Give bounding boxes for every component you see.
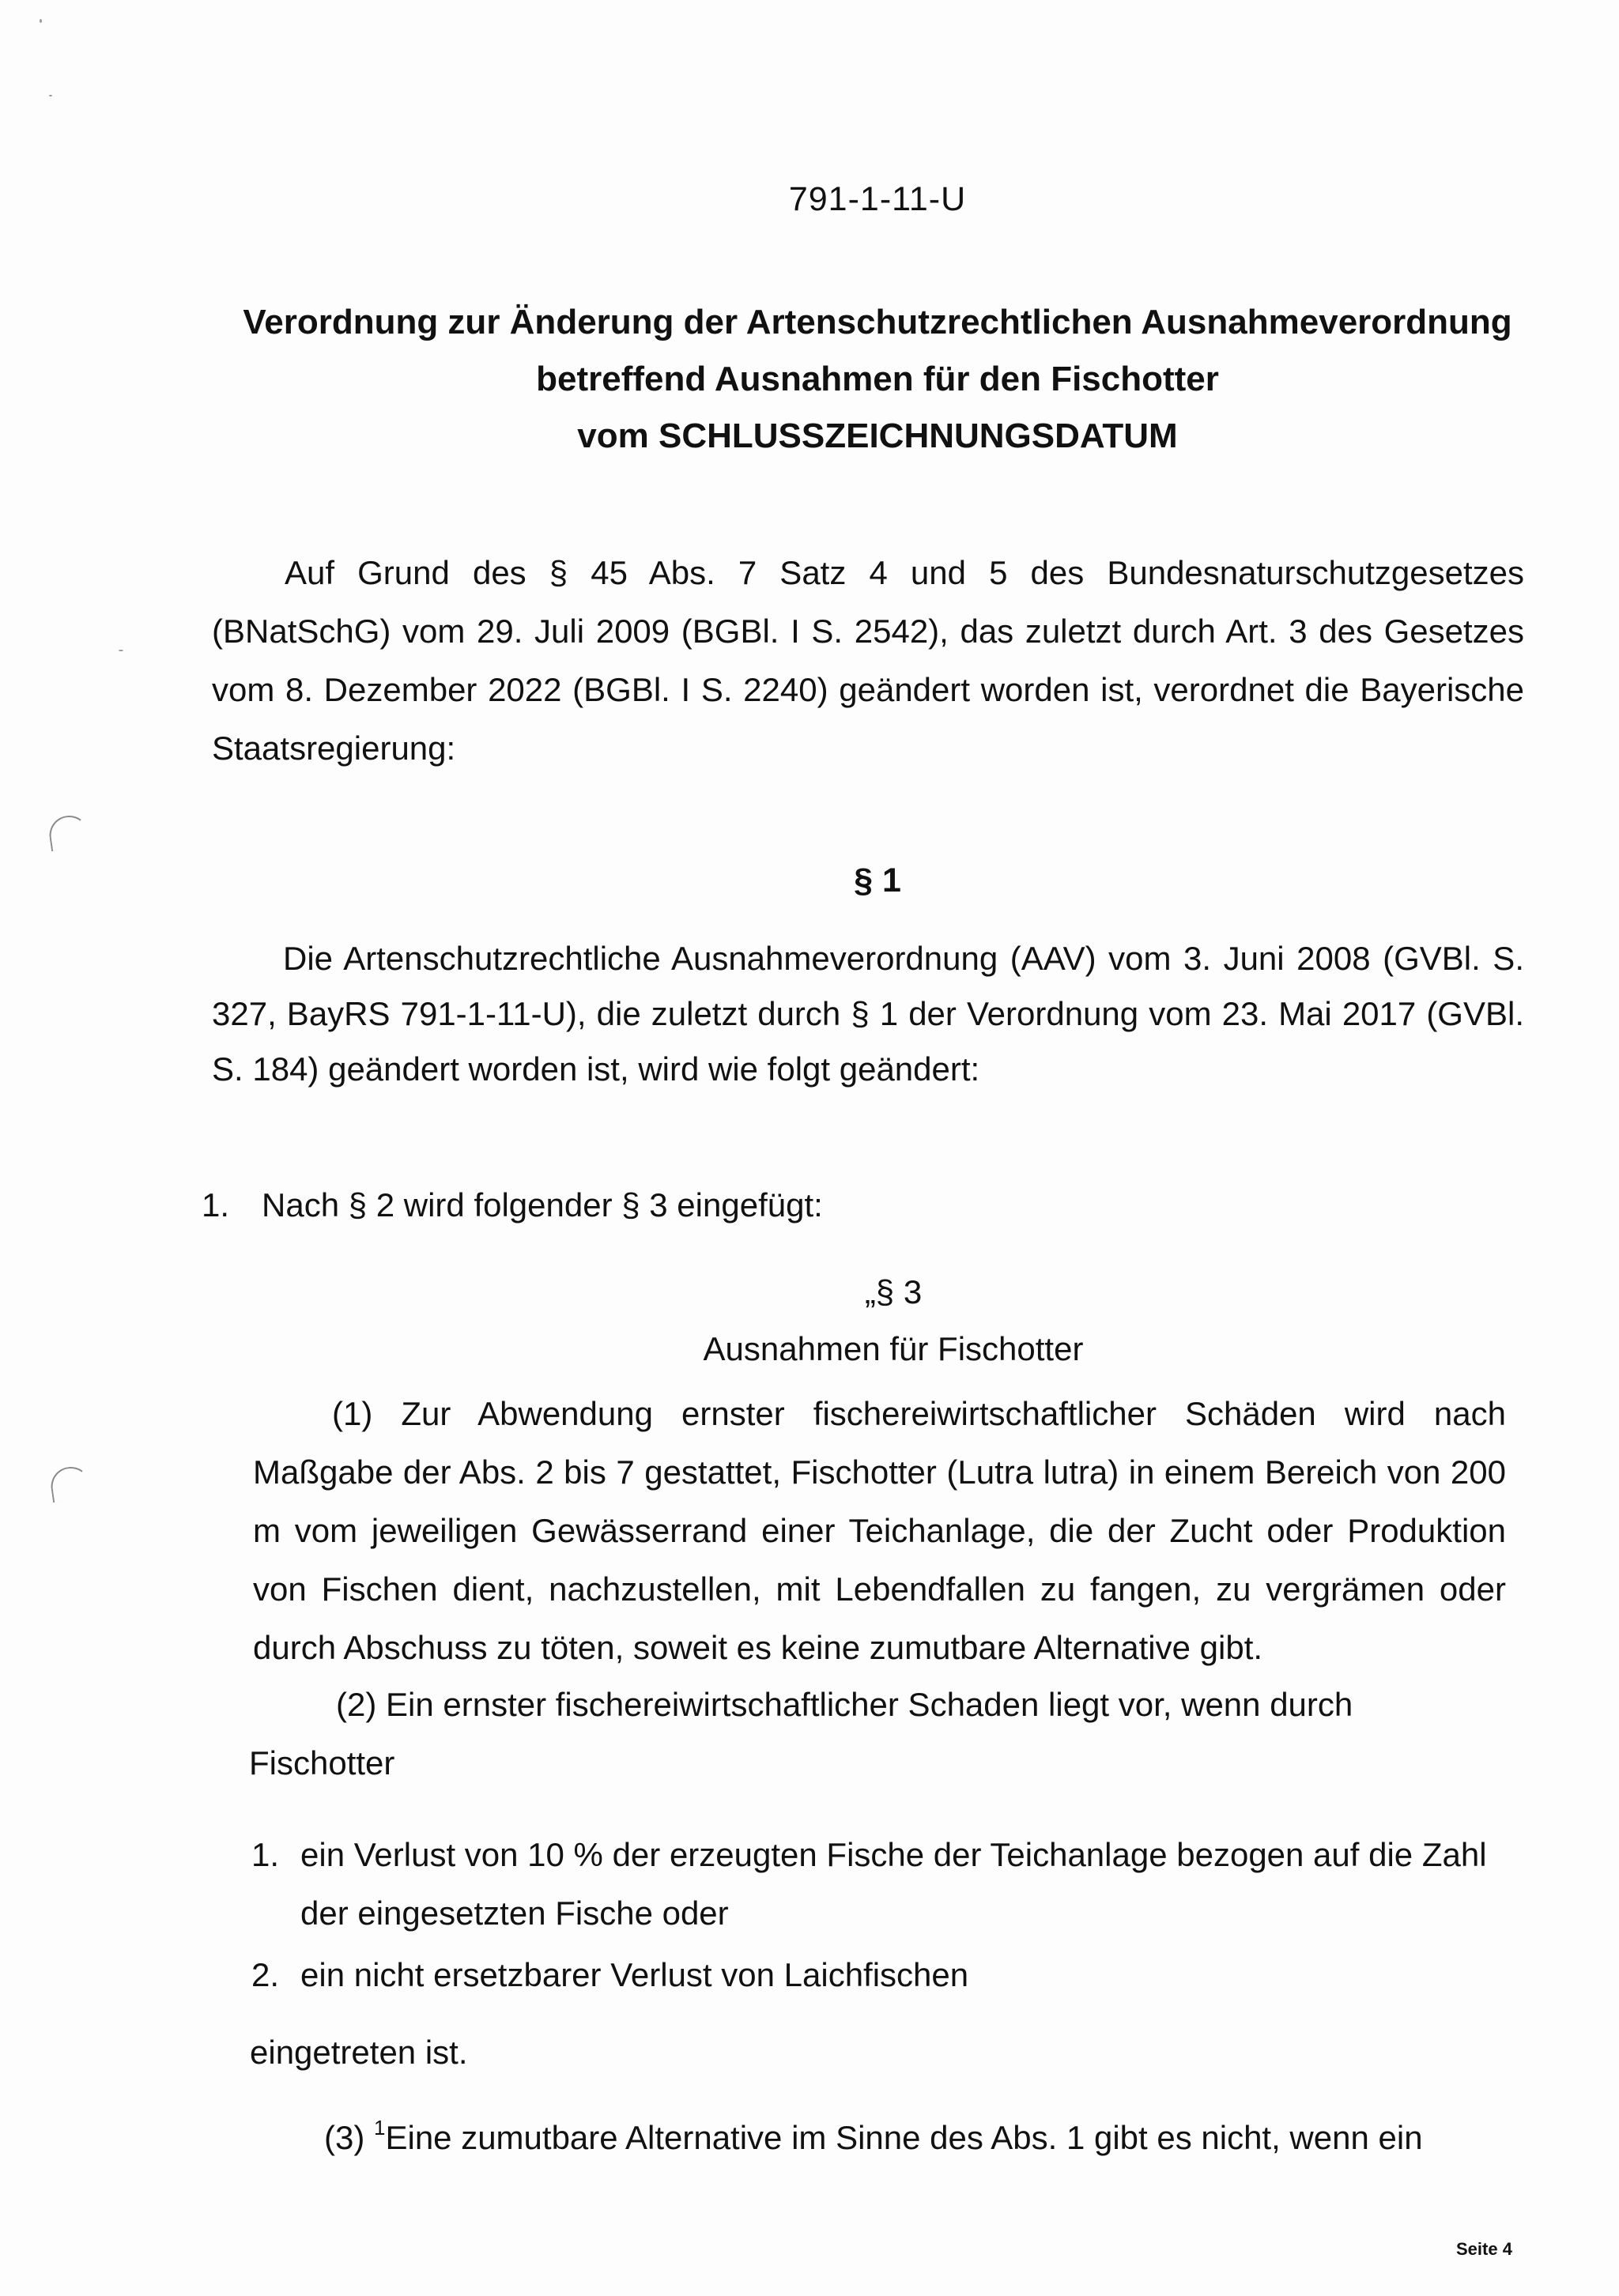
paragraph-1: (1) Zur Abwendung ernster fischereiwirtschaftlicher Schäden wird nach Maßgabe der Abs. 2 bis 7 gestattet, Fischotter (Lutra lutra) in einem Bereich von 200 m vom jeweiligen Gewässerrand einer Teichanlage, die der Zucht oder Produktion von Fischen dient, nachzustellen, mit Lebendfallen zu fangen, zu vergrämen oder durch Abschuss zu töten, soweit es keine zumutbare Alternative gibt.	[253, 1395, 1506, 1666]
paragraph-3-text: Eine zumutbare Alternative im Sinne des Abs. 1 gibt es nicht, wenn ein	[385, 2119, 1423, 2156]
page-number: Seite 4	[1456, 2239, 1512, 2259]
list-item-number: 1.	[251, 1836, 280, 1873]
punch-hole-mark	[48, 1465, 92, 1503]
punch-hole-mark	[47, 813, 90, 852]
list-item-text: ein Verlust von 10 % der erzeugten Fische der Teichanlage bezogen auf die Zahl der eingesetzten Fische oder	[300, 1836, 1487, 1932]
document-reference: 791-1-11-U	[788, 180, 967, 218]
paragraph-2-tail: eingetreten ist.	[250, 2034, 468, 2071]
paragraph-2: (2) Ein ernster fischereiwirtschaftlicher Schaden liegt vor, wenn durch Fischotter	[249, 1686, 1353, 1781]
sentence-number: 1	[374, 2116, 386, 2140]
list-item-text: ein nicht ersetzbarer Verlust von Laichfischen	[300, 1956, 969, 1993]
inserted-section-title: Ausnahmen für Fischotter	[703, 1330, 1084, 1367]
paragraph-3-prefix: (3)	[324, 2119, 374, 2156]
document-title	[0, 294, 1619, 465]
title-line: betreffend Ausnahmen für den Fischotter	[536, 360, 1219, 398]
change-item-number: 1.	[202, 1186, 230, 1223]
change-item	[202, 1176, 823, 1235]
preamble-paragraph: Auf Grund des § 45 Abs. 7 Satz 4 und 5 des Bundesnaturschutzgesetzes (BNatSchG) vom 29. Juli 2009 (BGBl. I S. 2542), das zuletzt durch Art. 3 des Gesetzes vom 8. Dezember 2022 (BGBl. I S. 2240) geändert worden ist, verordnet die Bayerische Staatsregierung:	[212, 554, 1524, 767]
section-intro-paragraph: Die Artenschutzrechtliche Ausnahmeverordnung (AAV) vom 3. Juni 2008 (GVBl. S. 327, BayRS 791-1-11-U), die zuletzt durch § 1 der Verordnung vom 23. Mai 2017 (GVBl. S. 184) geändert worden ist, wird wie folgt geändert:	[212, 940, 1524, 1088]
title-line: Verordnung zur Änderung der Artenschutzrechtlichen Ausnahmeverordnung	[243, 303, 1512, 341]
title-line: vom SCHLUSSZEICHNUNGSDATUM	[577, 417, 1178, 455]
list-item	[251, 1826, 1524, 1943]
list-item	[251, 1946, 1524, 2004]
scan-speck	[40, 19, 42, 23]
list-item-number: 2.	[251, 1956, 280, 1993]
scan-speck	[49, 95, 52, 96]
section-heading: § 1	[854, 861, 901, 899]
paragraph-3	[324, 2109, 1423, 2167]
inserted-section-number: „§ 3	[864, 1273, 923, 1310]
scan-speck	[119, 650, 123, 651]
change-item-text: Nach § 2 wird folgender § 3 eingefügt:	[262, 1186, 823, 1223]
